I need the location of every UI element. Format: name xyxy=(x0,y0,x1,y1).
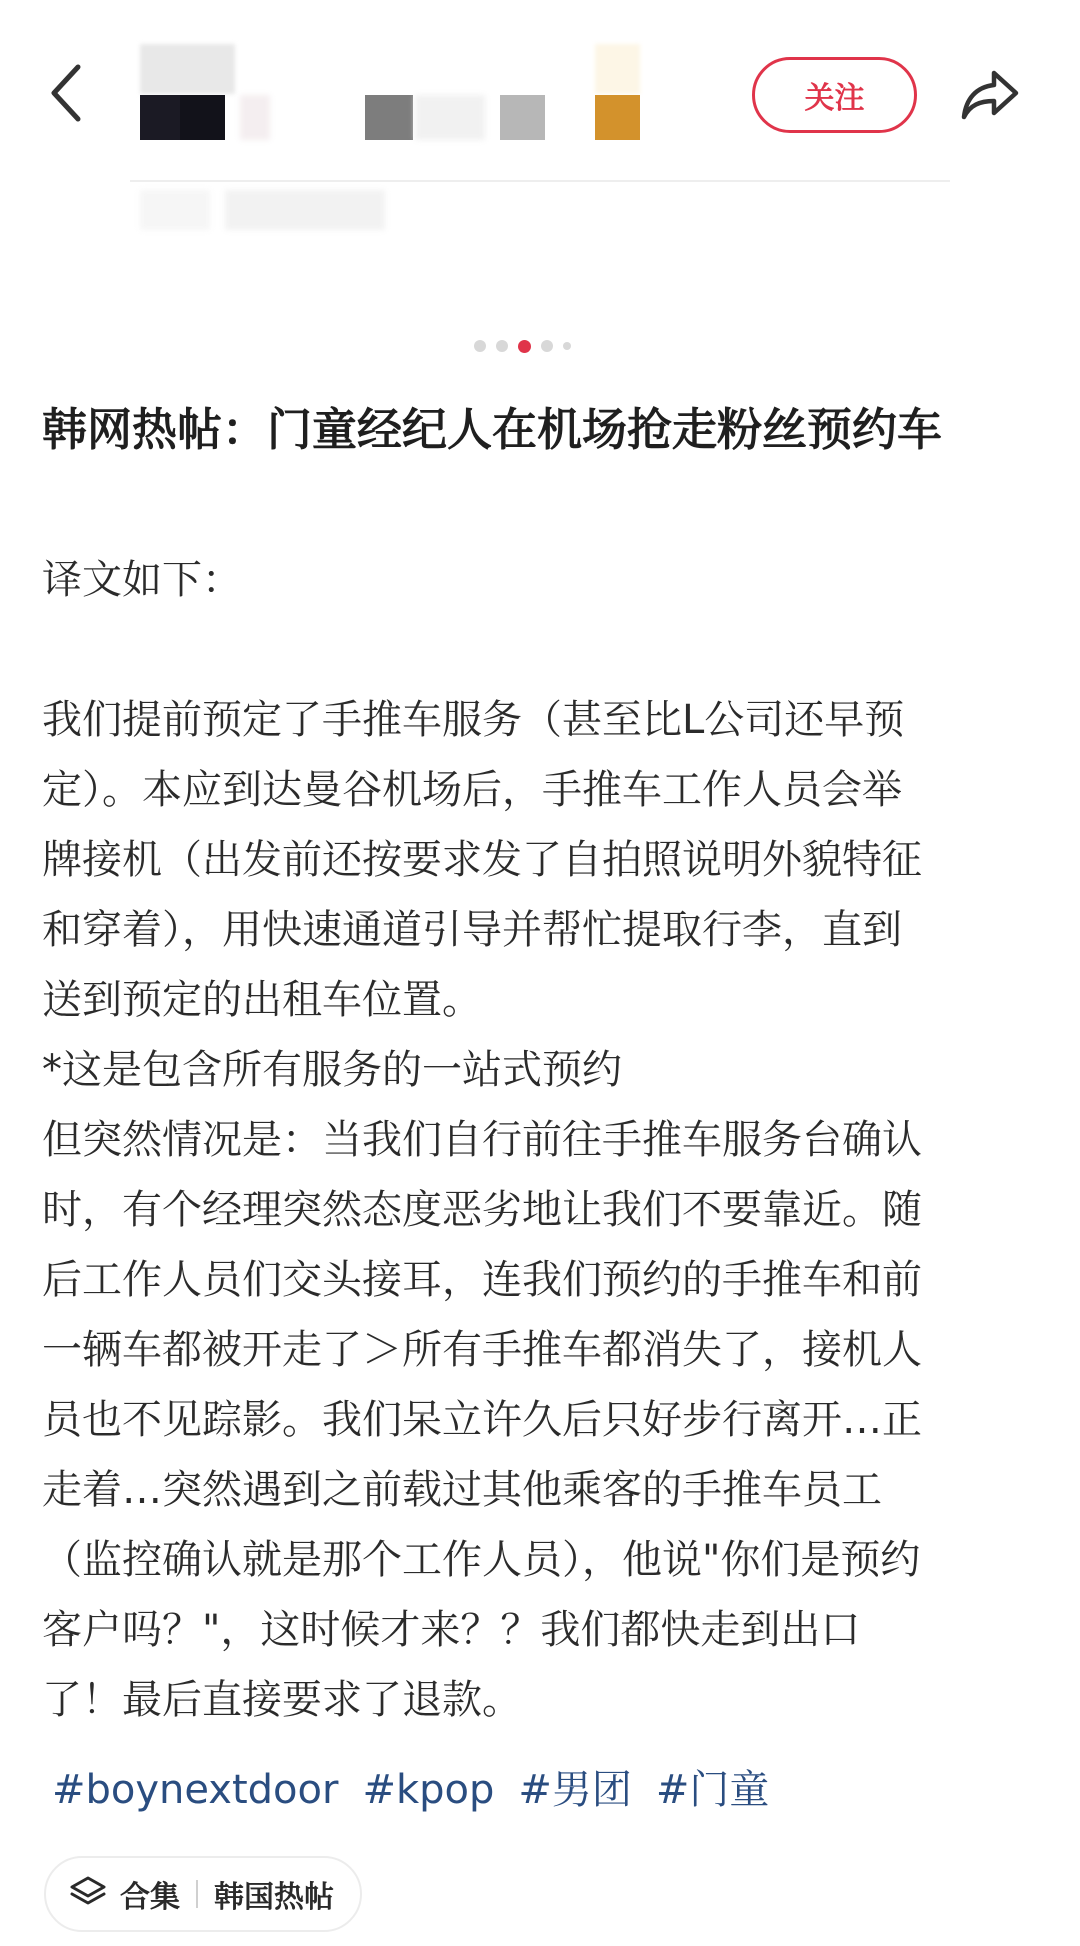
body-line: 但突然情况是：当我们自行前往手推车服务台确认 xyxy=(42,1117,922,1163)
body-line: 送到预定的出租车位置。 xyxy=(42,977,482,1023)
carousel-indicator xyxy=(474,338,571,354)
top-bar xyxy=(0,0,1080,200)
body-line: （监控确认就是那个工作人员），他说"你们是预约 xyxy=(42,1537,921,1583)
post-title: 韩网热帖：门童经纪人在机场抢走粉丝预约车 xyxy=(42,403,943,456)
carousel-dot xyxy=(541,340,553,352)
body-line: 客户吗？"，这时候才来？？我们都快走到出口 xyxy=(42,1607,861,1653)
body-line: 走着…突然遇到之前载过其他乘客的手推车员工 xyxy=(42,1467,882,1513)
hashtag-link[interactable]: #kpop xyxy=(362,1767,495,1813)
blurred-author-info xyxy=(130,40,650,240)
carousel-dot xyxy=(563,342,571,350)
carousel-dot-active xyxy=(518,340,531,353)
body-line: *这是包含所有服务的一站式预约 xyxy=(42,1047,622,1093)
body-line: 牌接机（出发前还按要求发了自拍照说明外貌特征 xyxy=(42,837,922,883)
chevron-left-icon xyxy=(46,61,86,129)
body-line: 定）。本应到达曼谷机场后，手推车工作人员会举 xyxy=(42,767,902,813)
divider xyxy=(196,1880,198,1908)
share-button[interactable] xyxy=(955,62,1025,132)
post-body xyxy=(42,545,1052,1735)
body-line: 了！最后直接要求了退款。 xyxy=(42,1677,522,1723)
layers-icon xyxy=(68,1872,120,1916)
back-button[interactable] xyxy=(40,60,92,130)
follow-button[interactable]: 关注 xyxy=(752,57,917,133)
share-arrow-icon xyxy=(958,65,1022,129)
hashtag-link[interactable]: #boynextdoor xyxy=(52,1767,339,1813)
collection-chip[interactable] xyxy=(44,1856,362,1932)
hashtag-link[interactable]: #男团 xyxy=(518,1767,632,1813)
body-blank-line xyxy=(42,615,1052,685)
body-line: 员也不见踪影。我们呆立许久后只好步行离开…正 xyxy=(42,1397,922,1443)
body-line: 一辆车都被开走了＞所有手推车都消失了，接机人 xyxy=(42,1327,922,1373)
body-line: 和穿着），用快速通道引导并帮忙提取行李，直到 xyxy=(42,907,902,953)
collection-name: 韩国热帖 xyxy=(214,1880,334,1915)
collection-label: 合集 xyxy=(120,1880,180,1915)
body-line: 后工作人员们交头接耳，连我们预约的手推车和前 xyxy=(42,1257,922,1303)
hashtag-list xyxy=(52,1760,769,1820)
hashtag-link[interactable]: #门童 xyxy=(655,1767,770,1813)
body-line: 译文如下： xyxy=(42,557,242,603)
carousel-dot xyxy=(496,340,508,352)
body-line: 我们提前预定了手推车服务（甚至比L公司还早预 xyxy=(42,697,905,743)
body-line: 时，有个经理突然态度恶劣地让我们不要靠近。随 xyxy=(42,1187,922,1233)
carousel-dot xyxy=(474,340,486,352)
